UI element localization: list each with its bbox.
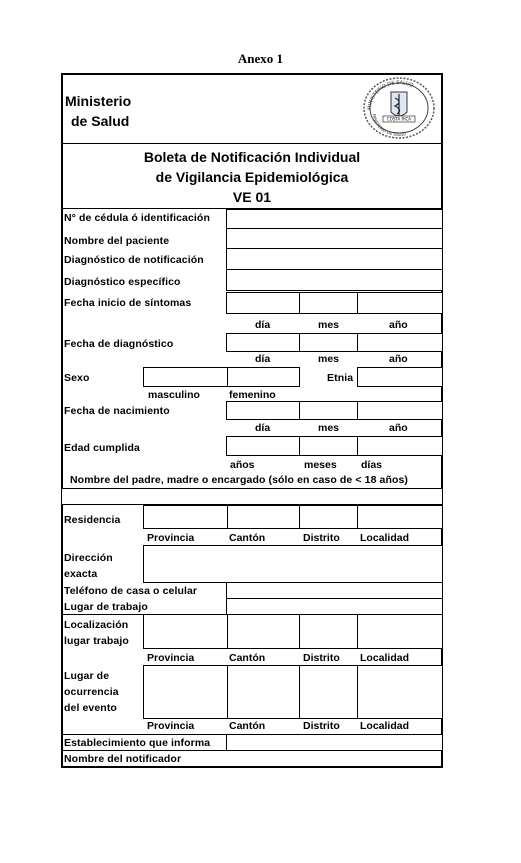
label-sexo: Sexo: [64, 372, 90, 384]
input-diag-dia[interactable]: [226, 333, 300, 352]
label-loc-trabajo: [64, 617, 129, 649]
sub-distrito: Distrito: [303, 720, 340, 732]
label-lugar-trabajo: Lugar de trabajo: [64, 601, 148, 613]
sub-anios: años: [230, 459, 255, 471]
label-fecha-sintomas: Fecha inicio de síntomas: [64, 297, 192, 309]
sub-meses: meses: [304, 459, 337, 471]
sub-masculino: masculino: [148, 389, 200, 401]
label-diag-notif: Diagnóstico de notificación: [64, 254, 204, 266]
sub-anio: año: [389, 353, 408, 365]
input-ocur-distrito[interactable]: [299, 665, 358, 719]
sub-mes: mes: [318, 353, 340, 365]
input-nac-dia[interactable]: [226, 401, 300, 420]
input-edad-anios[interactable]: [226, 436, 300, 456]
label-notificador: Nombre del notificador: [64, 753, 182, 765]
sub-femenino: femenino: [229, 389, 276, 401]
input-telefono[interactable]: [226, 582, 443, 599]
input-nombre[interactable]: [226, 228, 443, 249]
sub-provincia: Provincia: [147, 652, 195, 664]
sub-mes: mes: [318, 422, 340, 434]
label-ocurrencia: [64, 668, 119, 716]
label-diag-esp: Diagnóstico específico: [64, 276, 181, 288]
sub-distrito: Distrito: [303, 532, 340, 544]
sub-canton: Cantón: [229, 720, 266, 732]
input-diag-notif[interactable]: [226, 248, 443, 270]
input-ocur-canton[interactable]: [227, 665, 300, 719]
sub-anio: año: [389, 422, 408, 434]
label-nombre: Nombre del paciente: [64, 235, 170, 247]
label-telefono: Teléfono de casa o celular: [64, 585, 198, 597]
ministry-line-2: de Salud: [71, 113, 130, 129]
input-nac-mes[interactable]: [299, 401, 358, 420]
title-code: VE 01: [232, 189, 272, 205]
sub-localidad: Localidad: [360, 652, 410, 664]
input-sexo-femenino[interactable]: [227, 367, 300, 387]
input-sintomas-mes[interactable]: [299, 292, 358, 314]
sub-distrito: Distrito: [303, 652, 340, 664]
ministry-seal-logo: [361, 76, 437, 140]
input-sintomas-dia[interactable]: [226, 292, 300, 314]
label-ocurrencia-1: Lugar de: [64, 670, 110, 682]
label-edad: Edad cumplida: [64, 442, 140, 454]
svg-text:MINISTERIO DE SALUD: MINISTERIO DE SALUD: [371, 113, 407, 138]
sub-canton: Cantón: [229, 532, 266, 544]
input-ocur-provincia[interactable]: [143, 665, 228, 719]
label-loc-trabajo-1: Localización: [64, 619, 129, 631]
sub-provincia: Provincia: [147, 532, 195, 544]
input-res-canton[interactable]: [227, 505, 300, 529]
sub-provincia: Provincia: [147, 720, 195, 732]
input-res-distrito[interactable]: [299, 505, 358, 529]
label-loc-trabajo-2: lugar trabajo: [64, 635, 129, 647]
label-direccion-2: exacta: [64, 568, 98, 580]
label-establecimiento: Establecimiento que informa: [64, 737, 211, 749]
sub-localidad: Localidad: [360, 720, 410, 732]
input-trab-canton[interactable]: [227, 614, 300, 649]
title-line-1: Boleta de Notificación Individual: [143, 149, 361, 165]
annex-title: Anexo 1: [237, 51, 284, 66]
input-diag-mes[interactable]: [299, 333, 358, 352]
input-nac-anio[interactable]: [357, 401, 443, 420]
input-cedula[interactable]: [226, 209, 443, 229]
sub-dias: días: [361, 459, 383, 471]
input-trab-provincia[interactable]: [143, 614, 228, 649]
label-ocurrencia-3: del evento: [64, 702, 117, 714]
input-diag-esp[interactable]: [226, 269, 443, 291]
establecimiento-topline: [61, 734, 443, 735]
notificador-topline: [61, 750, 443, 751]
sub-dia: día: [255, 353, 271, 365]
label-ocurrencia-2: ocurrencia: [64, 686, 119, 698]
input-lugar-trabajo[interactable]: [226, 598, 443, 615]
input-trab-distrito[interactable]: [299, 614, 358, 649]
input-direccion[interactable]: [143, 545, 443, 583]
input-padre[interactable]: [61, 488, 443, 505]
input-etnia[interactable]: [357, 367, 443, 387]
form-title: [61, 147, 443, 207]
input-ocur-localidad[interactable]: [357, 665, 443, 719]
label-fecha-diag: Fecha de diagnóstico: [64, 338, 174, 350]
input-edad-meses[interactable]: [299, 436, 358, 456]
lugar-trabajo-underline: [61, 614, 154, 615]
svg-text:MINISTERIO DE SALUD: MINISTERIO DE SALUD: [366, 79, 415, 111]
input-res-localidad[interactable]: [357, 505, 443, 529]
input-trab-localidad[interactable]: [357, 614, 443, 649]
input-res-provincia[interactable]: [143, 505, 228, 529]
sub-localidad: Localidad: [360, 532, 410, 544]
title-line-2: de Vigilancia Epidemiológica: [155, 169, 349, 185]
sub-anio: año: [389, 319, 408, 331]
label-direccion: [64, 550, 113, 582]
label-direccion-1: Dirección: [64, 552, 113, 564]
label-residencia: Residencia: [64, 514, 121, 526]
ministry-name: [65, 91, 131, 131]
input-sexo-masculino[interactable]: [143, 367, 228, 387]
sub-dia: día: [255, 422, 271, 434]
header-divider: [61, 143, 443, 144]
input-edad-dias[interactable]: [357, 436, 443, 456]
input-sintomas-anio[interactable]: [357, 292, 443, 314]
sub-canton: Cantón: [229, 652, 266, 664]
svg-text:COSTA RICA: COSTA RICA: [386, 116, 412, 122]
sub-mes: mes: [318, 319, 340, 331]
input-establecimiento[interactable]: [226, 734, 443, 751]
ministry-line-1: Ministerio: [65, 93, 132, 109]
label-cedula: N° de cédula ó identificación: [64, 212, 210, 224]
label-padre: Nombre del padre, madre o encargado (sólo en caso de < 18 años): [70, 474, 409, 486]
input-diag-anio[interactable]: [357, 333, 443, 352]
label-fecha-nac: Fecha de nacimiento: [64, 405, 170, 417]
sub-dia: día: [255, 319, 271, 331]
label-etnia: Etnia: [327, 372, 354, 384]
